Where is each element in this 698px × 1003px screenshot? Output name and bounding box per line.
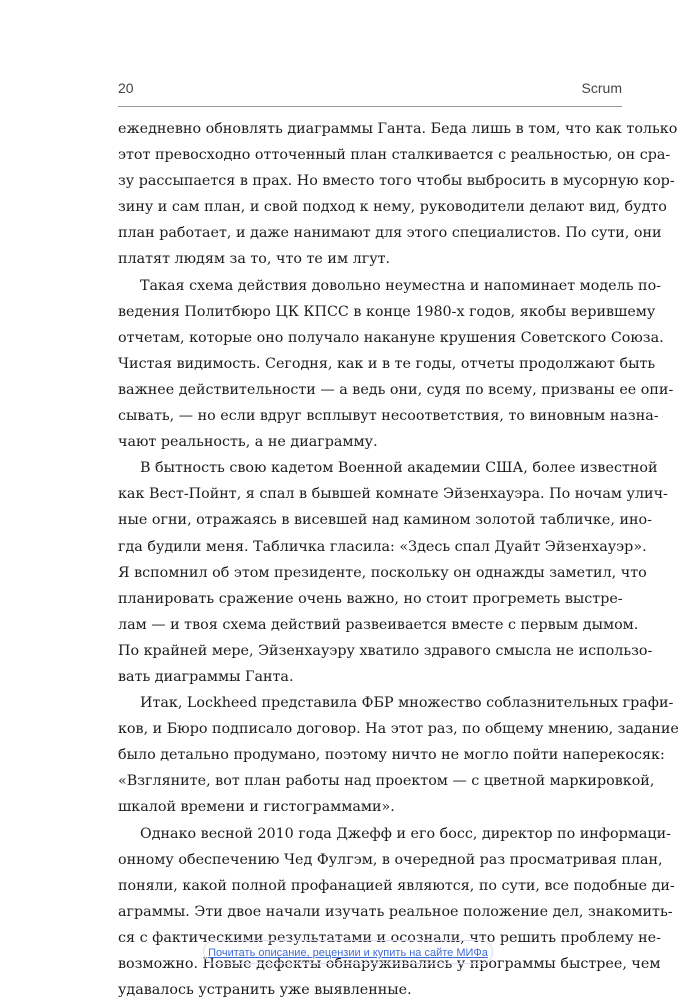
text-line: онному обеспечению Чед Фулгэм, в очередной раз просматривая план,	[118, 851, 663, 868]
text-line: Я вспомнил об этом президенте, поскольку он однажды заметил, что	[118, 564, 647, 581]
text-line: ков, и Бюро подписало договор. На этот раз, по общему мнению, задание	[118, 721, 679, 738]
text-line: «Взгляните, вот план работы над проектом — с цветной маркировкой,	[118, 773, 655, 790]
page-header	[118, 80, 622, 100]
text-line: По крайней мере, Эйзенхауэру хватило здравого смысла не использо-	[118, 642, 653, 659]
text-line: чают реальность, а не диаграмму.	[118, 434, 378, 451]
text-line: как Вест-Пойнт, я спал в бывшей комнате Эйзенхауэра. По ночам улич-	[118, 486, 668, 503]
text-line: лам — и твоя схема действий развеивается вместе с первым дымом.	[118, 616, 639, 633]
text-line: ные огни, отражаясь в висевшей над камином золотой табличке, ино-	[118, 512, 652, 529]
text-line: отчетам, которые оно получало накануне крушения Советского Союза.	[118, 329, 664, 346]
text-line: важнее действительности — а ведь они, судя по всему, призваны ее опи-	[118, 381, 674, 398]
text-line: план работает, и даже нанимают для этого специалистов. По сути, они	[118, 225, 662, 242]
header-divider	[118, 106, 622, 107]
text-line: зину и сам план, и свой подход к нему, руководители делают вид, будто	[118, 199, 667, 216]
text-line: Итак, Lockheed представила ФБР множество соблазнительных графи-	[140, 695, 674, 712]
text-line: шкалой времени и гистограммами».	[118, 799, 395, 816]
text-line: вать диаграммы Ганта.	[118, 668, 294, 685]
text-line: Однако весной 2010 года Джефф и его босс, директор по информаци-	[140, 825, 671, 842]
text-line: платят людям за то, что те им лгут.	[118, 251, 391, 268]
paragraph	[118, 821, 675, 1003]
text-line: было детально продумано, поэтому ничто не могло пойти наперекосяк:	[118, 747, 665, 764]
text-line: сывать, — но если вдруг всплывут несоответствия, то виновным назна-	[118, 408, 659, 425]
text-line: удавалось устранить уже выявленные.	[118, 982, 412, 999]
text-line: этот превосходно отточенный план сталкивается с реальностью, он сра-	[118, 147, 671, 164]
text-line: ведения Политбюро ЦК КПСС в конце 1980-х годов, якобы верившему	[118, 303, 656, 320]
running-title: Scrum	[581, 80, 622, 96]
text-line: возможно. Новые дефекты обнаруживались у программы быстрее, чем	[118, 956, 661, 972]
text-line: Такая схема действия довольно неуместна и напоминает модель по-	[140, 277, 662, 294]
text-line: ежедневно обновлять диаграммы Ганта. Беда лишь в том, что как только	[118, 121, 678, 137]
text-line: ся с фактическими результатами и осознали, что решить проблему не-	[118, 929, 661, 946]
paragraph	[118, 690, 679, 820]
page-number: 20	[118, 80, 134, 96]
paragraph	[118, 455, 668, 690]
text-line: В бытность свою кадетом Военной академии США, более известной	[140, 460, 658, 477]
body-text	[118, 116, 679, 1003]
paragraph	[118, 273, 674, 456]
text-line: поняли, какой полной профанацией являются, по сути, все подобные ди-	[118, 877, 675, 894]
paragraph	[118, 116, 678, 273]
text-line: зу рассыпается в прах. Но вместо того чтобы выбросить в мусорную кор-	[118, 173, 675, 190]
text-line: гда будили меня. Табличка гласила: «Здесь спал Дуайт Эйзенхауэр».	[118, 538, 647, 555]
buy-book-link[interactable]: Почитать описание, рецензии и купить на сайте МИФа	[203, 940, 493, 964]
text-line: Чистая видимость. Сегодня, как и в те годы, отчеты продолжают быть	[118, 355, 656, 372]
text-line: планировать сражение очень важно, но стоит прогреметь выстре-	[118, 590, 623, 607]
text-line: аграммы. Эти двое начали изучать реальное положение дел, знакомить-	[118, 903, 673, 920]
